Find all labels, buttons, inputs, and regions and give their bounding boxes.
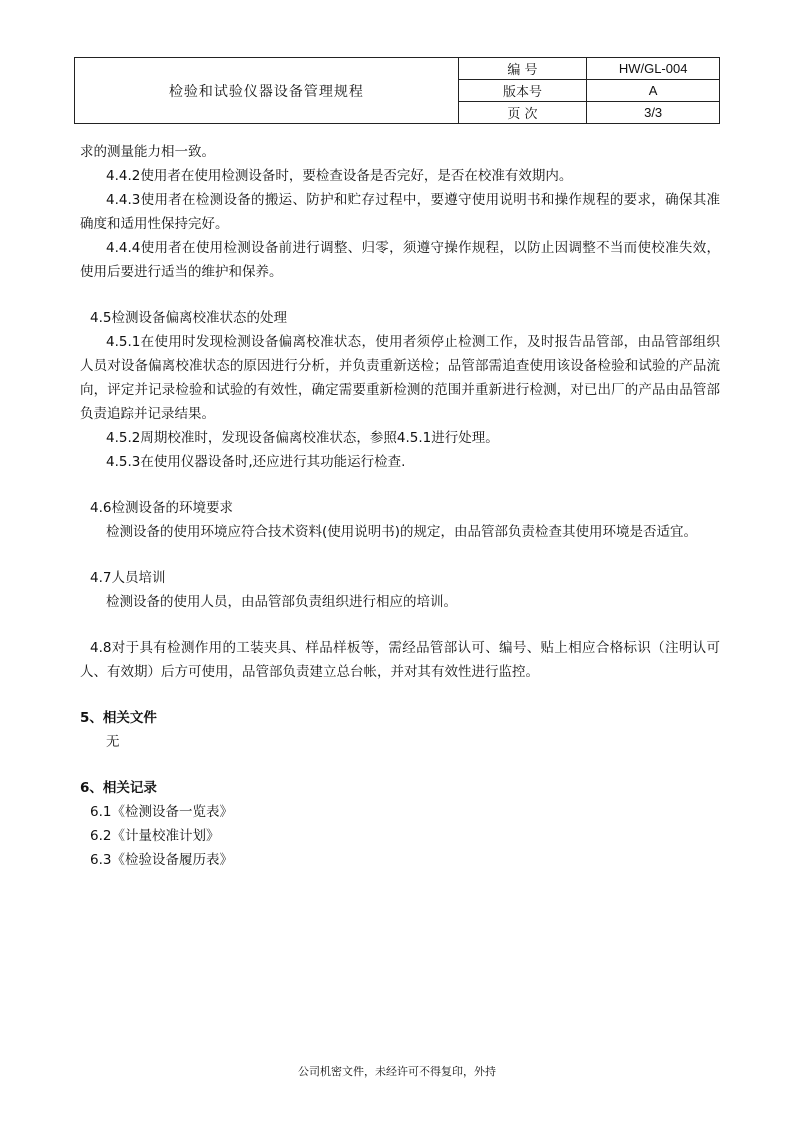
paragraph-4-5-2: 4.5.2周期校准时，发现设备偏离校准状态，参照4.5.1进行处理。 xyxy=(106,430,499,446)
section-heading-5: 5、相关文件 xyxy=(80,710,157,726)
record-item: 6.2《计量校准计划》 xyxy=(90,828,220,844)
page-label: 页 次 xyxy=(458,102,587,124)
paragraph-4-5-3: 4.5.3在使用仪器设备时,还应进行其功能运行检查. xyxy=(106,454,406,470)
related-documents-value: 无 xyxy=(106,734,120,750)
paragraph-4-4-3: 4.4.3使用者在检测设备的搬运、防护和贮存过程中，要遵守使用说明书和操作规程的要求，确保其准确度和适用性保持完好。 xyxy=(80,192,720,232)
paragraph-4-4-2: 4.4.2使用者在使用检测设备时，要检查设备是否完好，是否在校准有效期内。 xyxy=(106,168,573,184)
page-value: 3/3 xyxy=(587,102,720,124)
paragraph-4-7: 检测设备的使用人员，由品管部负责组织进行相应的培训。 xyxy=(106,594,457,610)
paragraph-4-5-1: 4.5.1在使用时发现检测设备偏离校准状态，使用者须停止检测工作，及时报告品管部，由品管部组织人员对设备偏离校准状态的原因进行分析，并负责重新送检；品管部需追查使用该设备检验和试验的产品流向，评定并记录检验和试验的有效性，确定需要重新检测的范围并重新进行检测，对已出厂的产品由品管部负责追踪并记录结果。 xyxy=(80,334,720,422)
section-heading-4-5: 4.5检测设备偏离校准状态的处理 xyxy=(90,310,287,326)
document-body xyxy=(80,140,720,872)
section-heading-4-7: 4.7人员培训 xyxy=(90,570,166,586)
document-title: 检验和试验仪器设备管理规程 xyxy=(75,58,459,124)
record-item: 6.3《检验设备履历表》 xyxy=(90,852,233,868)
version-label: 版本号 xyxy=(458,80,587,102)
confidentiality-footer: 公司机密文件，未经许可不得复印，外持 xyxy=(298,1065,496,1078)
section-heading-6: 6、相关记录 xyxy=(80,780,157,796)
doc-number-label: 编 号 xyxy=(458,58,587,80)
paragraph-4-4-4: 4.4.4使用者在使用检测设备前进行调整、归零，须遵守操作规程，以防止因调整不当而使校准失效，使用后要进行适当的维护和保养。 xyxy=(80,240,720,280)
version-value: A xyxy=(587,80,720,102)
section-heading-4-6: 4.6检测设备的环境要求 xyxy=(90,500,233,516)
paragraph-4-8: 4.8对于具有检测作用的工装夹具、样品样板等，需经品管部认可、编号、贴上相应合格标识（注明认可人、有效期）后方可使用，品管部负责建立总台帐，并对其有效性进行监控。 xyxy=(80,640,720,680)
record-item: 6.1《检测设备一览表》 xyxy=(90,804,233,820)
document-header-table xyxy=(74,57,720,124)
paragraph-4-6: 检测设备的使用环境应符合技术资料(使用说明书)的规定，由品管部负责检查其使用环境是否适宜。 xyxy=(106,524,698,540)
doc-number-value: HW/GL-004 xyxy=(587,58,720,80)
paragraph-continued: 求的测量能力相一致。 xyxy=(80,144,215,160)
